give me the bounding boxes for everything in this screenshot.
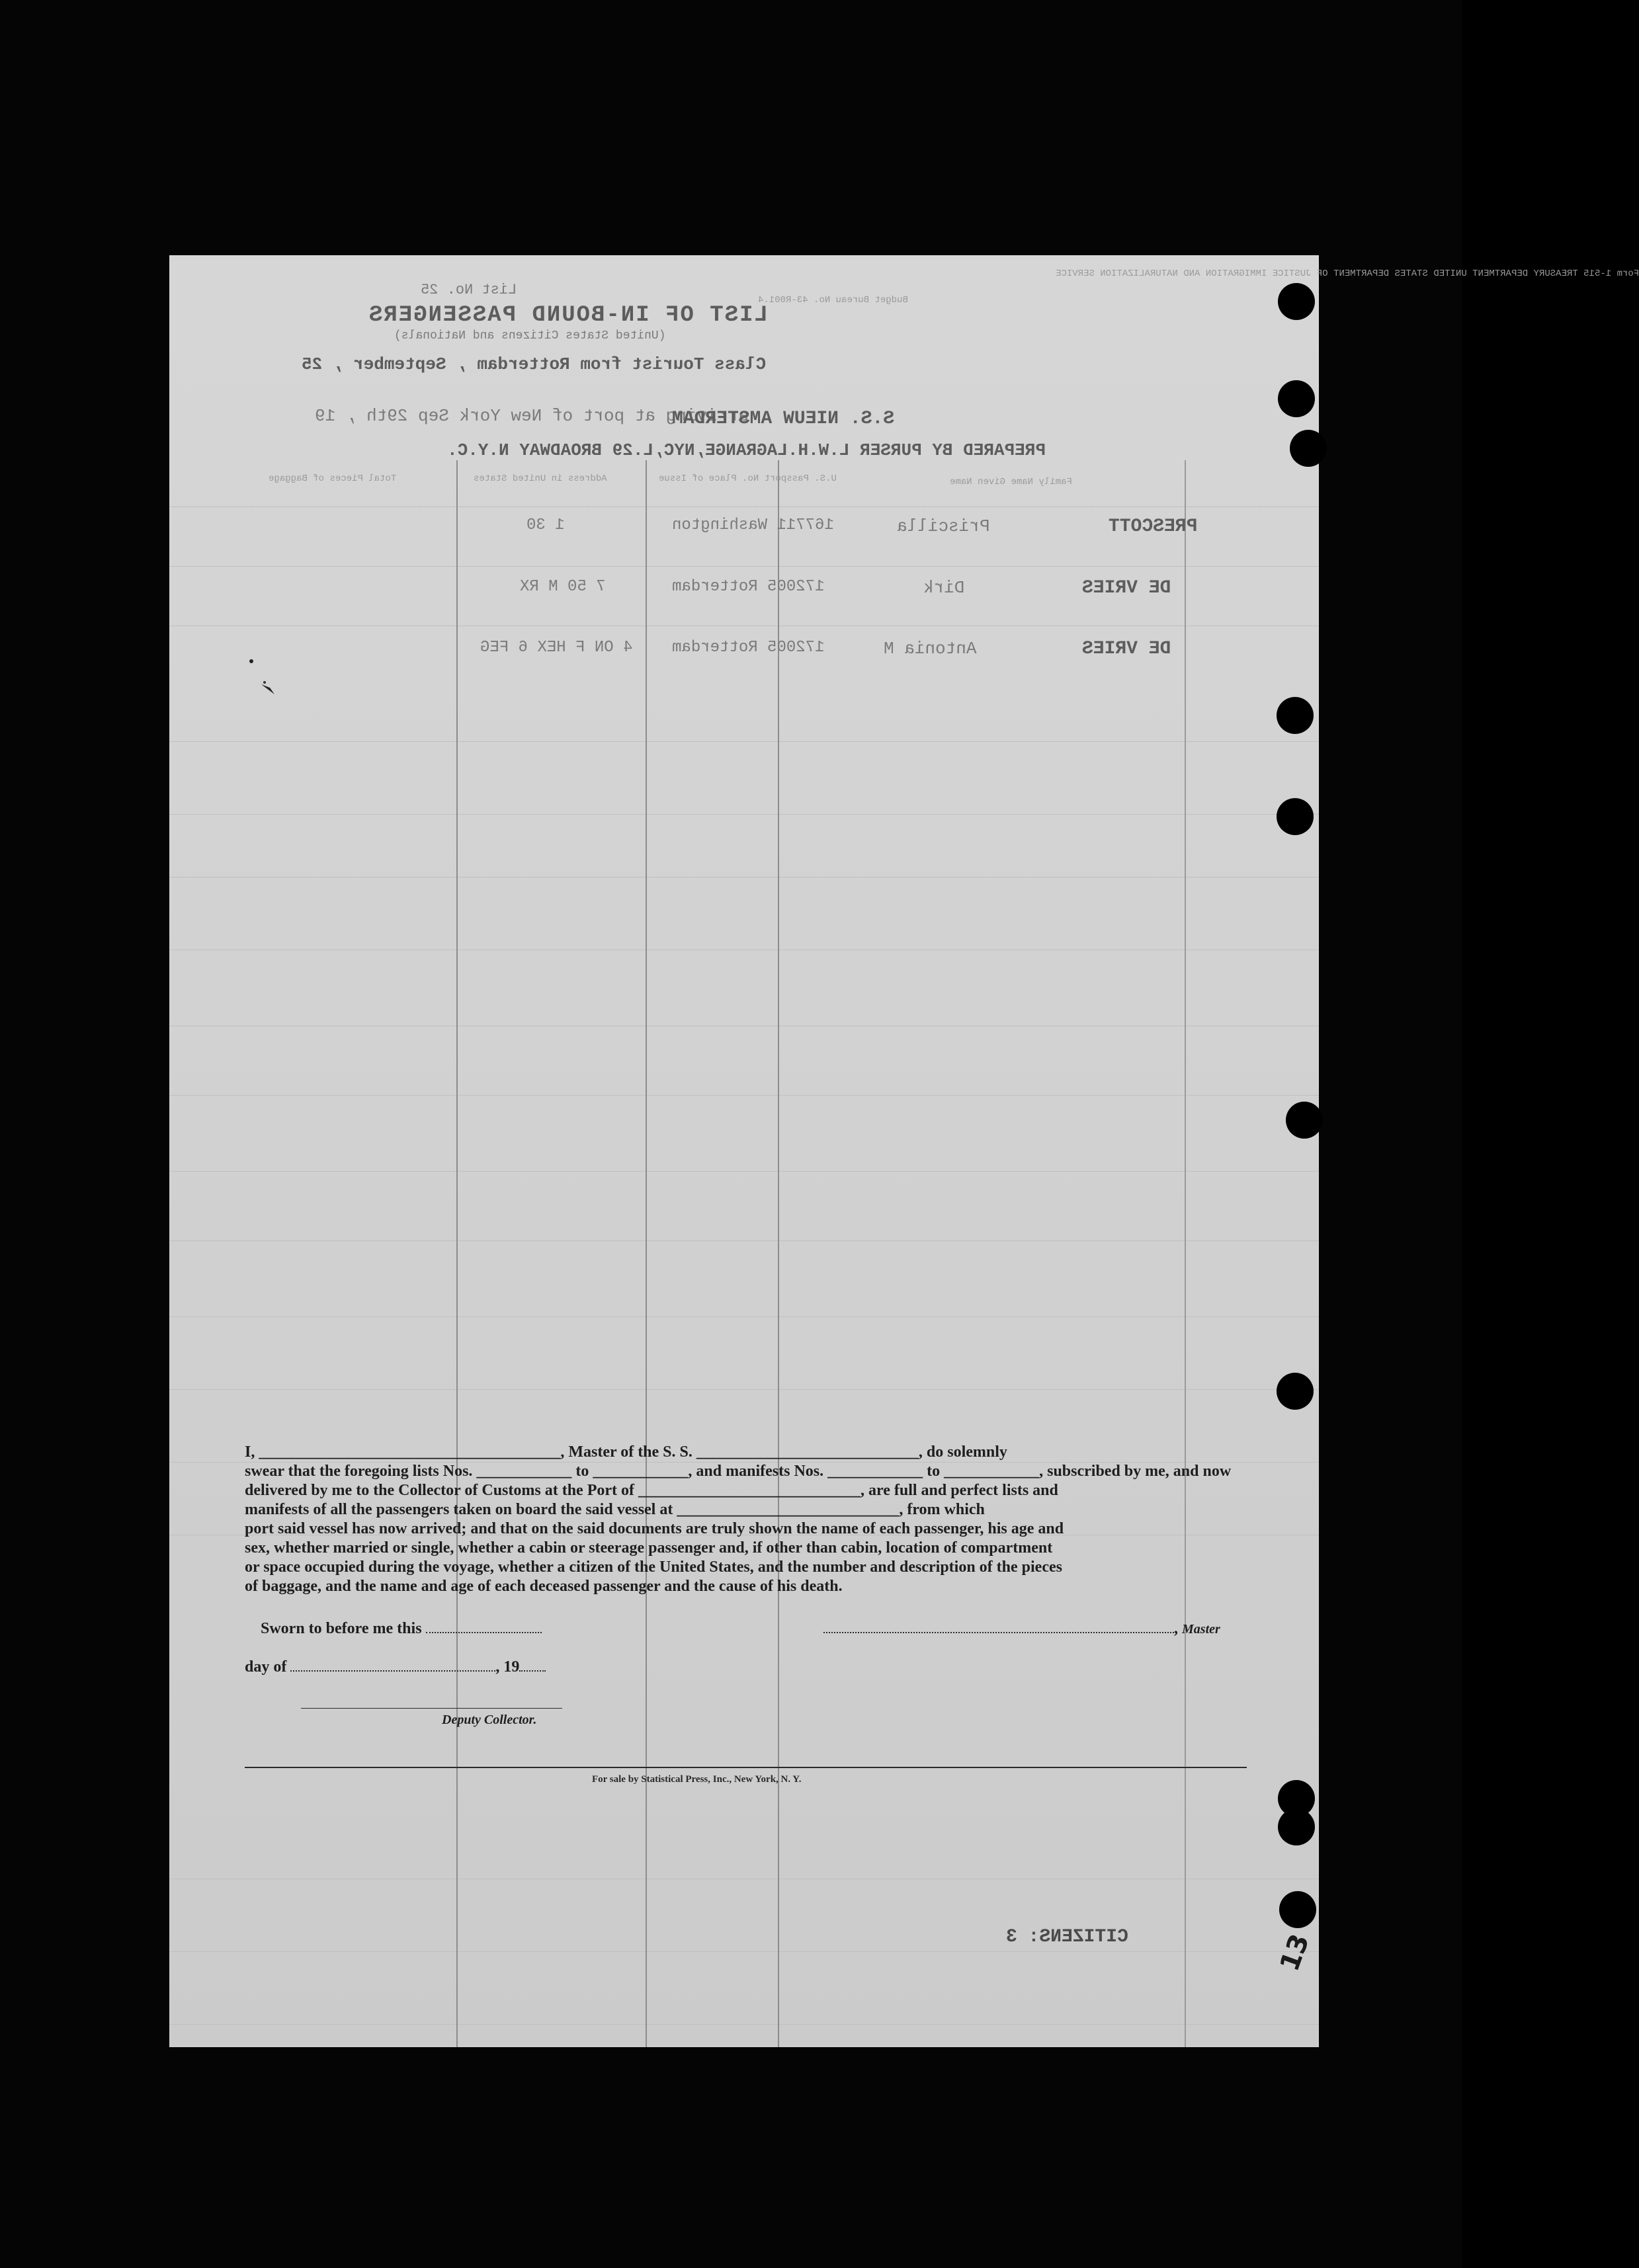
- mirrored-vessel: S.S. NIEUW AMSTERDAM: [672, 409, 895, 429]
- oath-line: manifests of all the passengers taken on board the said vessel at ____________________________, from which: [245, 1501, 985, 1518]
- punch-hole: [1286, 1102, 1323, 1139]
- mirrored-prepared-by: PREPARED BY PURSER L.W.H.LAGRANGE,NYC,L.29 BROADWAY N.Y.C.: [447, 440, 1046, 460]
- day-of-text: day of: [245, 1658, 287, 1676]
- sworn-date-fill: [426, 1620, 542, 1633]
- punch-hole: [1279, 1891, 1316, 1928]
- handwritten-page-number: 13: [1274, 1929, 1316, 1976]
- mirrored-given: Priscilla: [897, 516, 990, 536]
- year-fill: [519, 1658, 546, 1672]
- ruling-line: [169, 1389, 1319, 1390]
- mirrored-budget-note: Budget Bureau No. 43-R001.4: [758, 295, 908, 305]
- ruling-line: [169, 1316, 1319, 1317]
- ink-mark: [245, 655, 291, 708]
- mirrored-family: PRESCOTT: [1109, 516, 1198, 537]
- punch-hole: [1277, 697, 1314, 734]
- column-rule: [1185, 460, 1186, 2047]
- ruling-line: [169, 2024, 1319, 2025]
- mirrored-passport: 167711 Washington: [672, 516, 834, 534]
- day-of-fill: [290, 1658, 495, 1672]
- punch-hole: [1278, 380, 1315, 417]
- mirrored-given: Antonia M: [884, 639, 977, 659]
- mirrored-class-line: Class Tourist from Rotterdam , September , 25: [302, 354, 767, 374]
- oath-line: port said vessel has now arrived; and that on the said documents are truly shown the name of each passenger, his age and: [245, 1520, 1064, 1537]
- mirrored-form-note: Form 1-515 TREASURY DEPARTMENT UNITED STATES DEPARTMENT OF JUSTICE IMMIGRATION AND NATURALIZATION SERVICE: [1056, 268, 1639, 279]
- ruling-line: [169, 1240, 1319, 1241]
- mirrored-age: 4 ON F HEX 6 FEG: [480, 639, 633, 657]
- master-label: Master: [1182, 1622, 1220, 1637]
- deputy-signature-line: [301, 1708, 562, 1709]
- mirrored-age: 7 50 M RX: [520, 578, 606, 596]
- oath-text: [245, 1443, 1247, 1596]
- mirrored-passport: 172005 Rotterdam: [672, 639, 825, 657]
- column-rule: [456, 460, 458, 2047]
- mirrored-citizens-count: CITIZENS: 3: [1006, 1927, 1128, 1947]
- punch-hole: [1290, 430, 1327, 467]
- punch-hole: [1278, 283, 1315, 320]
- mirrored-col-passport: U.S. Passport No. Place of Issue: [659, 473, 837, 484]
- ruling-line: [169, 566, 1319, 567]
- sworn-label: [261, 1620, 542, 1638]
- punch-hole: [1277, 1373, 1314, 1410]
- oath-line: or space occupied during the voyage, whether a citizen of the United States, and the number and description of the pieces: [245, 1559, 1062, 1576]
- mirrored-list-no: List No. 25: [421, 282, 517, 298]
- oath-line: delivered by me to the Collector of Customs at the Port of ____________________________, are full and perfect lists and: [245, 1482, 1058, 1499]
- ruling-line: [169, 1171, 1319, 1172]
- mirrored-arriving-line: arriving at port of New York Sep 29th , 19: [315, 406, 749, 426]
- bottom-rule: [245, 1767, 1247, 1768]
- mirrored-given: Dirk: [923, 578, 965, 598]
- punch-hole: [1278, 1808, 1315, 1845]
- ruling-line: [169, 814, 1319, 815]
- mirrored-age: 1 30: [526, 516, 565, 534]
- ruling-line: [169, 741, 1319, 742]
- sworn-text: Sworn to before me this: [261, 1620, 422, 1637]
- oath-line: swear that the foregoing lists Nos. ____________ to ____________, and manifests Nos. ____________ to ____________, subscribed by me, and now: [245, 1463, 1232, 1480]
- column-rule: [778, 460, 779, 2047]
- master-signature-fill: [823, 1620, 1174, 1633]
- mirrored-col-family-name: Family Name Given Name: [950, 477, 1072, 487]
- mirrored-family: DE VRIES: [1082, 639, 1171, 659]
- mirrored-passport: 172005 Rotterdam: [672, 578, 825, 596]
- column-rule: [646, 460, 647, 2047]
- year-prefix: , 19: [495, 1658, 520, 1676]
- mirrored-col-address: Address in United States: [474, 473, 607, 484]
- ruling-line: [169, 1951, 1319, 1952]
- oath-line: I, ______________________________________, Master of the S. S. ____________________________, do solemnly: [245, 1443, 1007, 1461]
- oath-line: sex, whether married or single, whether a cabin or steerage passenger and, if other than cabin, location of compartment: [245, 1539, 1053, 1557]
- printer-note: For sale by Statistical Press, Inc., New York, N. Y.: [592, 1774, 802, 1785]
- mirrored-title: LIST OF IN-BOUND PASSENGERS: [368, 303, 768, 328]
- ruling-line: [169, 506, 1319, 507]
- punch-hole: [1277, 798, 1314, 835]
- deputy-label: Deputy Collector.: [442, 1713, 537, 1727]
- mirrored-subtitle: (United States Citizens and Nationals): [394, 329, 666, 343]
- oath-line: of baggage, and the name and age of each deceased passenger and the cause of his death.: [245, 1578, 843, 1595]
- ruling-line: [169, 1095, 1319, 1096]
- day-of-line: [245, 1658, 546, 1676]
- master-signature: , Master: [823, 1620, 1220, 1638]
- mirrored-col-tags: Total Pieces of Baggage: [269, 473, 397, 484]
- mirrored-family: DE VRIES: [1082, 578, 1171, 598]
